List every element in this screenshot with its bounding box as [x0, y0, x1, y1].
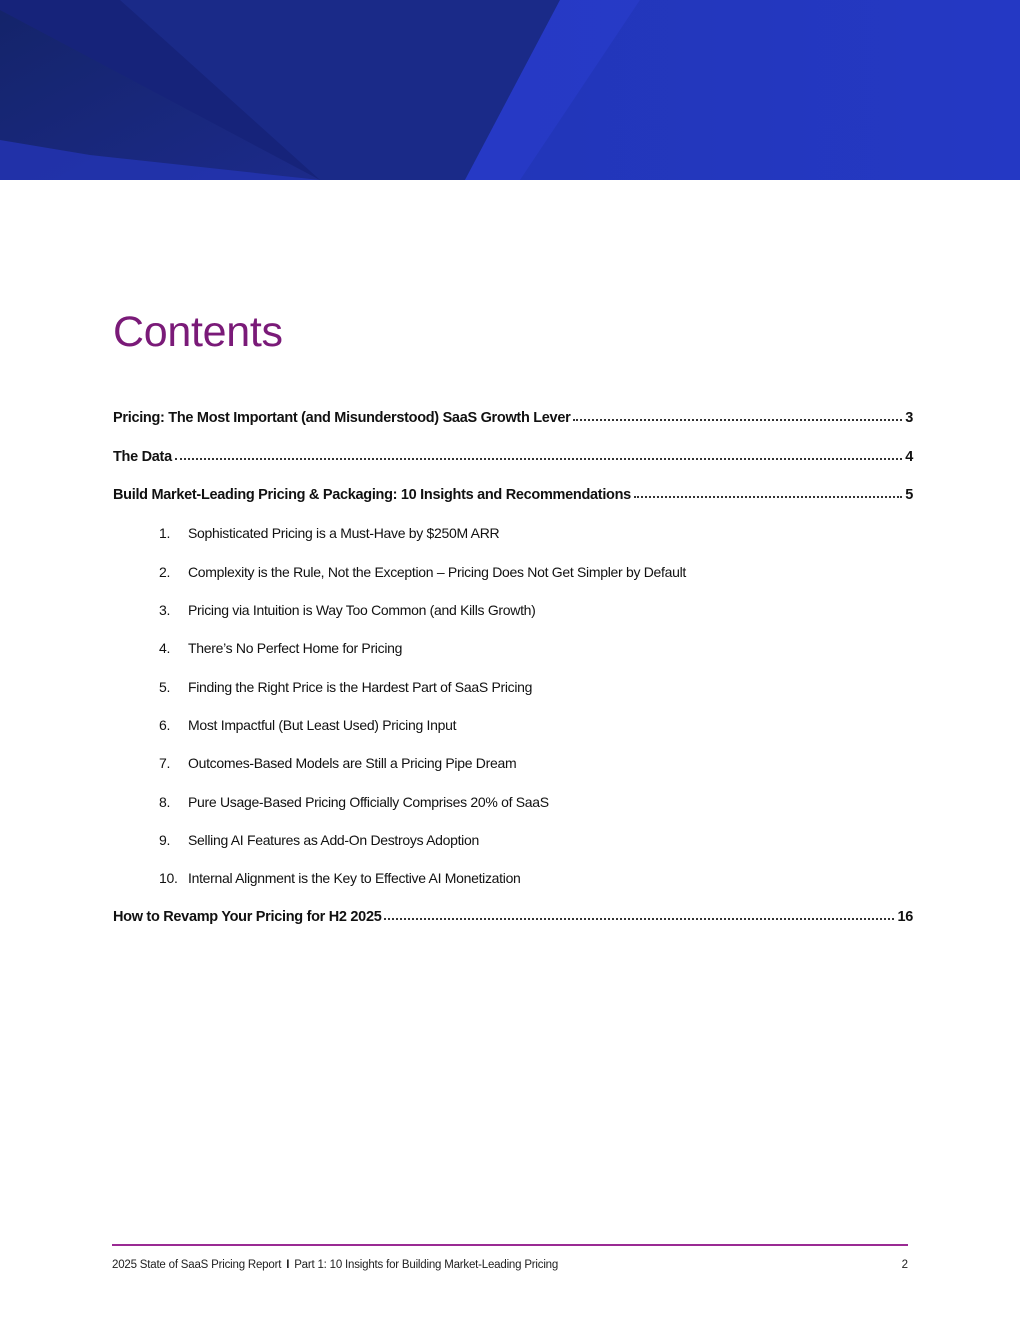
toc-entry-insights[interactable] [113, 485, 913, 505]
toc-entry-pricing-lever[interactable] [113, 408, 913, 428]
footer-part: Part 1: 10 Insights for Building Market-Leading Pricing [294, 1259, 559, 1271]
toc-entry-page: 5 [905, 487, 913, 503]
toc-subentry-number: 5. [159, 679, 171, 695]
toc-subentry[interactable] [159, 830, 479, 850]
header-banner [0, 0, 1020, 180]
toc-entry-page: 16 [897, 909, 913, 925]
toc-subentry-label: Pure Usage-Based Pricing Officially Comprises 20% of SaaS [188, 794, 549, 810]
toc-subentry[interactable] [159, 562, 686, 582]
toc-subentry-label: Complexity is the Rule, Not the Exception – Pricing Does Not Get Simpler by Default [188, 564, 686, 580]
toc-entry-label: The Data [113, 449, 172, 465]
toc-subentry-label: Selling AI Features as Add-On Destroys Adoption [188, 832, 479, 848]
toc-entry-revamp[interactable] [113, 907, 913, 927]
toc-subentry-number: 8. [159, 794, 171, 810]
toc-entry-label: Build Market-Leading Pricing & Packaging: 10 Insights and Recommendations [113, 487, 631, 503]
toc-subentry-number: 2. [159, 564, 171, 580]
toc-subentry-label: Outcomes-Based Models are Still a Pricing Pipe Dream [188, 755, 517, 771]
toc-subentry[interactable] [159, 792, 549, 812]
page-title: Contents [113, 308, 283, 356]
toc-subentry-number: 3. [159, 602, 171, 618]
toc-subentry-label: Sophisticated Pricing is a Must-Have by $250M ARR [188, 525, 500, 541]
toc-entry-the-data[interactable] [113, 447, 913, 467]
banner-graphic [0, 0, 1020, 180]
toc-subentry[interactable] [159, 868, 521, 888]
dot-leader [573, 407, 902, 421]
dot-leader [175, 446, 902, 460]
toc-subentry[interactable] [159, 677, 532, 697]
toc-subentry-label: Pricing via Intuition is Way Too Common (and Kills Growth) [188, 602, 536, 618]
toc-subentry-number: 9. [159, 832, 171, 848]
toc-subentry-number: 7. [159, 755, 171, 771]
footer-title [112, 1259, 558, 1271]
footer-report-name: 2025 State of SaaS Pricing Report [112, 1259, 282, 1271]
toc-subentry[interactable] [159, 600, 536, 620]
toc-subentry-label: Most Impactful (But Least Used) Pricing Input [188, 717, 457, 733]
toc-subentry-label: There’s No Perfect Home for Pricing [188, 640, 403, 656]
toc-subentry-number: 10. [159, 870, 178, 886]
toc-subentry[interactable] [159, 715, 456, 735]
toc-subentry[interactable] [159, 523, 499, 543]
toc-subentry[interactable] [159, 638, 402, 658]
dot-leader [384, 906, 894, 920]
toc-subentry[interactable] [159, 753, 516, 773]
footer-divider [112, 1244, 908, 1246]
page-number: 2 [901, 1259, 908, 1271]
toc-subentry-number: 6. [159, 717, 171, 733]
dot-leader [634, 484, 902, 498]
toc-subentry-label: Finding the Right Price is the Hardest Part of SaaS Pricing [188, 679, 533, 695]
toc-subentry-number: 1. [159, 525, 171, 541]
toc-entry-label: How to Revamp Your Pricing for H2 2025 [113, 909, 382, 925]
toc-entry-page: 4 [905, 449, 913, 465]
toc-subentry-label: Internal Alignment is the Key to Effective AI Monetization [188, 870, 521, 886]
toc-entry-page: 3 [905, 410, 913, 426]
toc-subentry-number: 4. [159, 640, 171, 656]
footer-separator: I [286, 1259, 290, 1271]
toc-entry-label: Pricing: The Most Important (and Misunderstood) SaaS Growth Lever [113, 410, 571, 426]
